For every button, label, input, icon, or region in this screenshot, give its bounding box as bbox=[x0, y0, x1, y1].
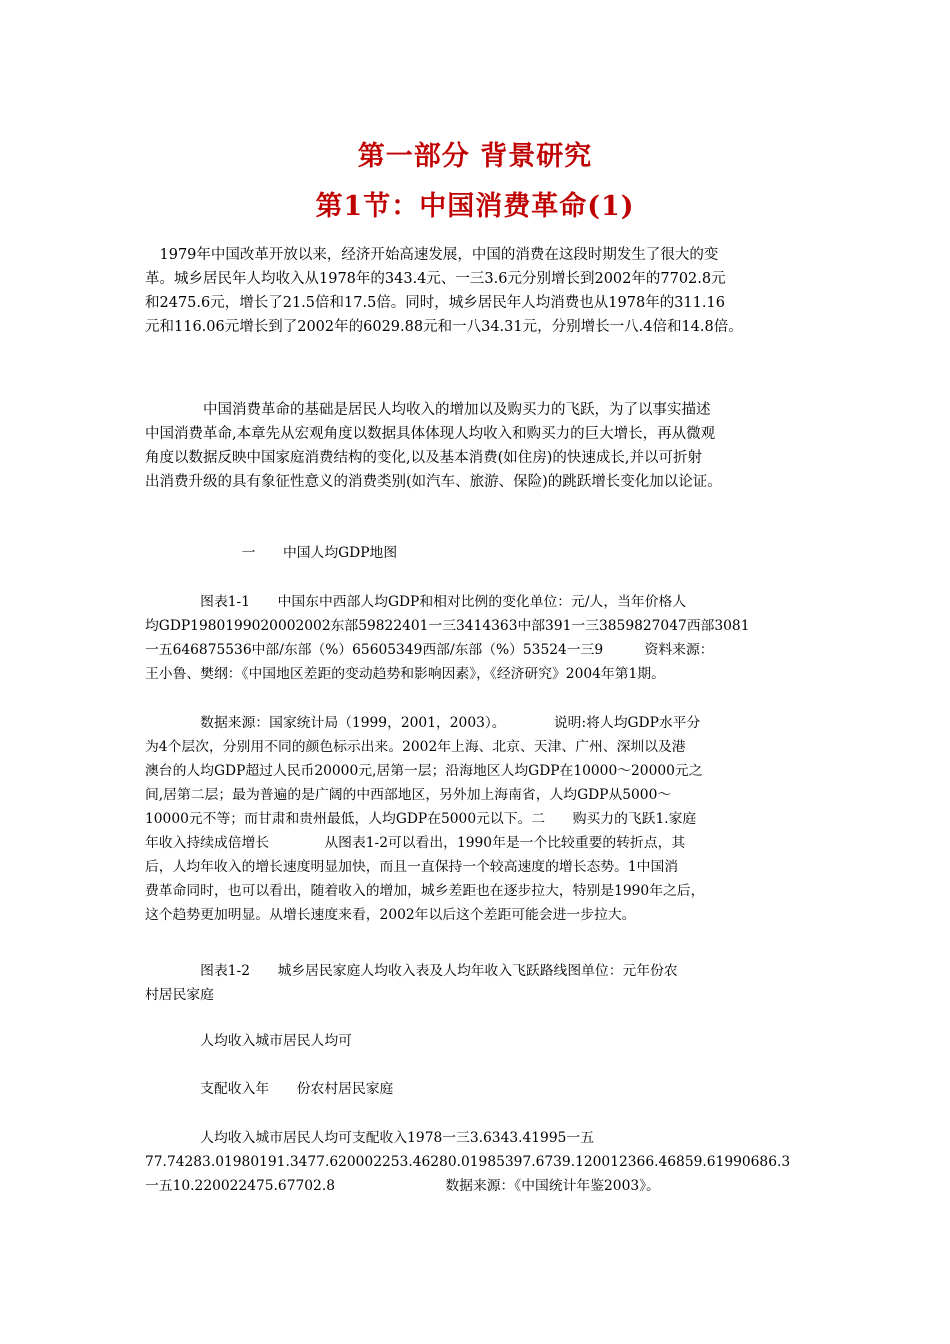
heading-line: 一 中国人均GDP地图 bbox=[145, 545, 398, 561]
paragraph-line: 为4个层次，分别用不同的颜色标示出来。2002年上海、北京、天津、广州、深圳以及港 bbox=[145, 739, 686, 755]
paragraph-line: 王小鲁、樊纲：《中国地区差距的变动趋势和影响因素》，《经济研究》2004年第1期。 bbox=[145, 666, 665, 682]
paragraph-line: 元和116.06元增长到了2002年的6029.88元和一八34.31元，分别增长一八.4倍和14.8倍。 bbox=[145, 319, 743, 335]
chart-1-2-paragraph bbox=[145, 959, 805, 1007]
paragraph-line: 和2475.6元，增长了21.5倍和17.5倍。同时，城乡居民年人均消费也从1978年的311.16 bbox=[145, 295, 725, 311]
paragraph-line: 均GDP1980199020002002东部59822401一三3414363中部391一三3859827047西部3081 bbox=[145, 618, 750, 634]
paragraph-line: 人均收入城市居民人均可 bbox=[145, 1033, 352, 1049]
paragraph-line: 支配收入年 份农村居民家庭 bbox=[145, 1081, 394, 1097]
income-data-paragraph bbox=[145, 1126, 805, 1198]
part-title: 第一部分 背景研究 bbox=[357, 141, 593, 172]
table-header-line-2 bbox=[145, 1077, 805, 1101]
paragraph-line: 中国消费革命的基础是居民人均收入的增加以及购买力的飞跃，为了以事实描述 bbox=[145, 402, 711, 418]
paragraph-line: 一五10.220022475.67702.8 数据来源：《中国统计年鉴2003》。 bbox=[145, 1178, 660, 1194]
paragraph-line: 数据来源：国家统计局（1999，2001，2003）。 说明:将人均GDP水平分 bbox=[145, 715, 701, 731]
data-source-paragraph bbox=[145, 711, 805, 927]
foundation-paragraph bbox=[145, 398, 805, 494]
paragraph-line: 10000元不等；而甘肃和贵州最低，人均GDP在5000元以下。二 购买力的飞跃1.家庭 bbox=[145, 811, 697, 827]
paragraph-line: 图表1-1 中国东中西部人均GDP和相对比例的变化单位：元/人，当年价格人 bbox=[145, 594, 687, 610]
table-header-line-1 bbox=[145, 1029, 805, 1053]
paragraph-line: 后，人均年收入的增长速度明显加快，而且一直保持一个较高速度的增长态势。1中国消 bbox=[145, 859, 679, 875]
paragraph-line: 77.74283.01980191.3477.620002253.46280.01985397.6739.120012366.46859.61990686.3 bbox=[145, 1154, 791, 1170]
chart-1-1-paragraph bbox=[145, 590, 805, 686]
paragraph-line: 中国消费革命,本章先从宏观角度以数据具体体现人均收入和购买力的巨大增长，再从微观 bbox=[145, 426, 716, 442]
paragraph-line: 费革命同时，也可以看出，随着收入的增加，城乡差距也在逐步拉大，特别是1990年之后， bbox=[145, 883, 705, 899]
intro-paragraph bbox=[145, 243, 805, 339]
paragraph-line: 图表1-2 城乡居民家庭人均收入表及人均年收入飞跃路线图单位：元年份农 bbox=[145, 963, 678, 979]
paragraph-line: 出消费升级的具有象征性意义的消费类别(如汽车、旅游、保险)的跳跃增长变化加以论证。 bbox=[145, 474, 722, 490]
paragraph-line: 村居民家庭 bbox=[145, 987, 214, 1003]
paragraph-line: 革。城乡居民年人均收入从1978年的343.4元、一三3.6元分别增长到2002年的7702.8元 bbox=[145, 271, 726, 287]
paragraph-line: 间,居第二层；最为普遍的是广阔的中西部地区，另外加上海南省，人均GDP从5000～ bbox=[145, 787, 672, 803]
paragraph-line: 一五646875536中部/东部（%）65605349西部/东部（%）53524一三9 资料来源： bbox=[145, 642, 714, 658]
section-title: 第1节：中国消费革命(1) bbox=[315, 191, 635, 222]
paragraph-line: 1979年中国改革开放以来，经济开始高速发展，中国的消费在这段时期发生了很大的变 bbox=[145, 247, 719, 263]
paragraph-line: 年收入持续成倍增长 从图表1-2可以看出，1990年是一个比较重要的转折点，其 bbox=[145, 835, 686, 851]
paragraph-line: 这个趋势更加明显。从增长速度来看，2002年以后这个差距可能会进一步拉大。 bbox=[145, 907, 636, 923]
paragraph-line: 澳台的人均GDP超过人民币20000元,居第一层；沿海地区人均GDP在10000～20000元之 bbox=[145, 763, 703, 779]
paragraph-line: 角度以数据反映中国家庭消费结构的变化,以及基本消费(如住房)的快速成长,并以可折射 bbox=[145, 450, 703, 466]
paragraph-line: 人均收入城市居民人均可支配收入1978一三3.6343.41995一五 bbox=[145, 1130, 594, 1146]
gdp-map-heading bbox=[145, 541, 805, 565]
